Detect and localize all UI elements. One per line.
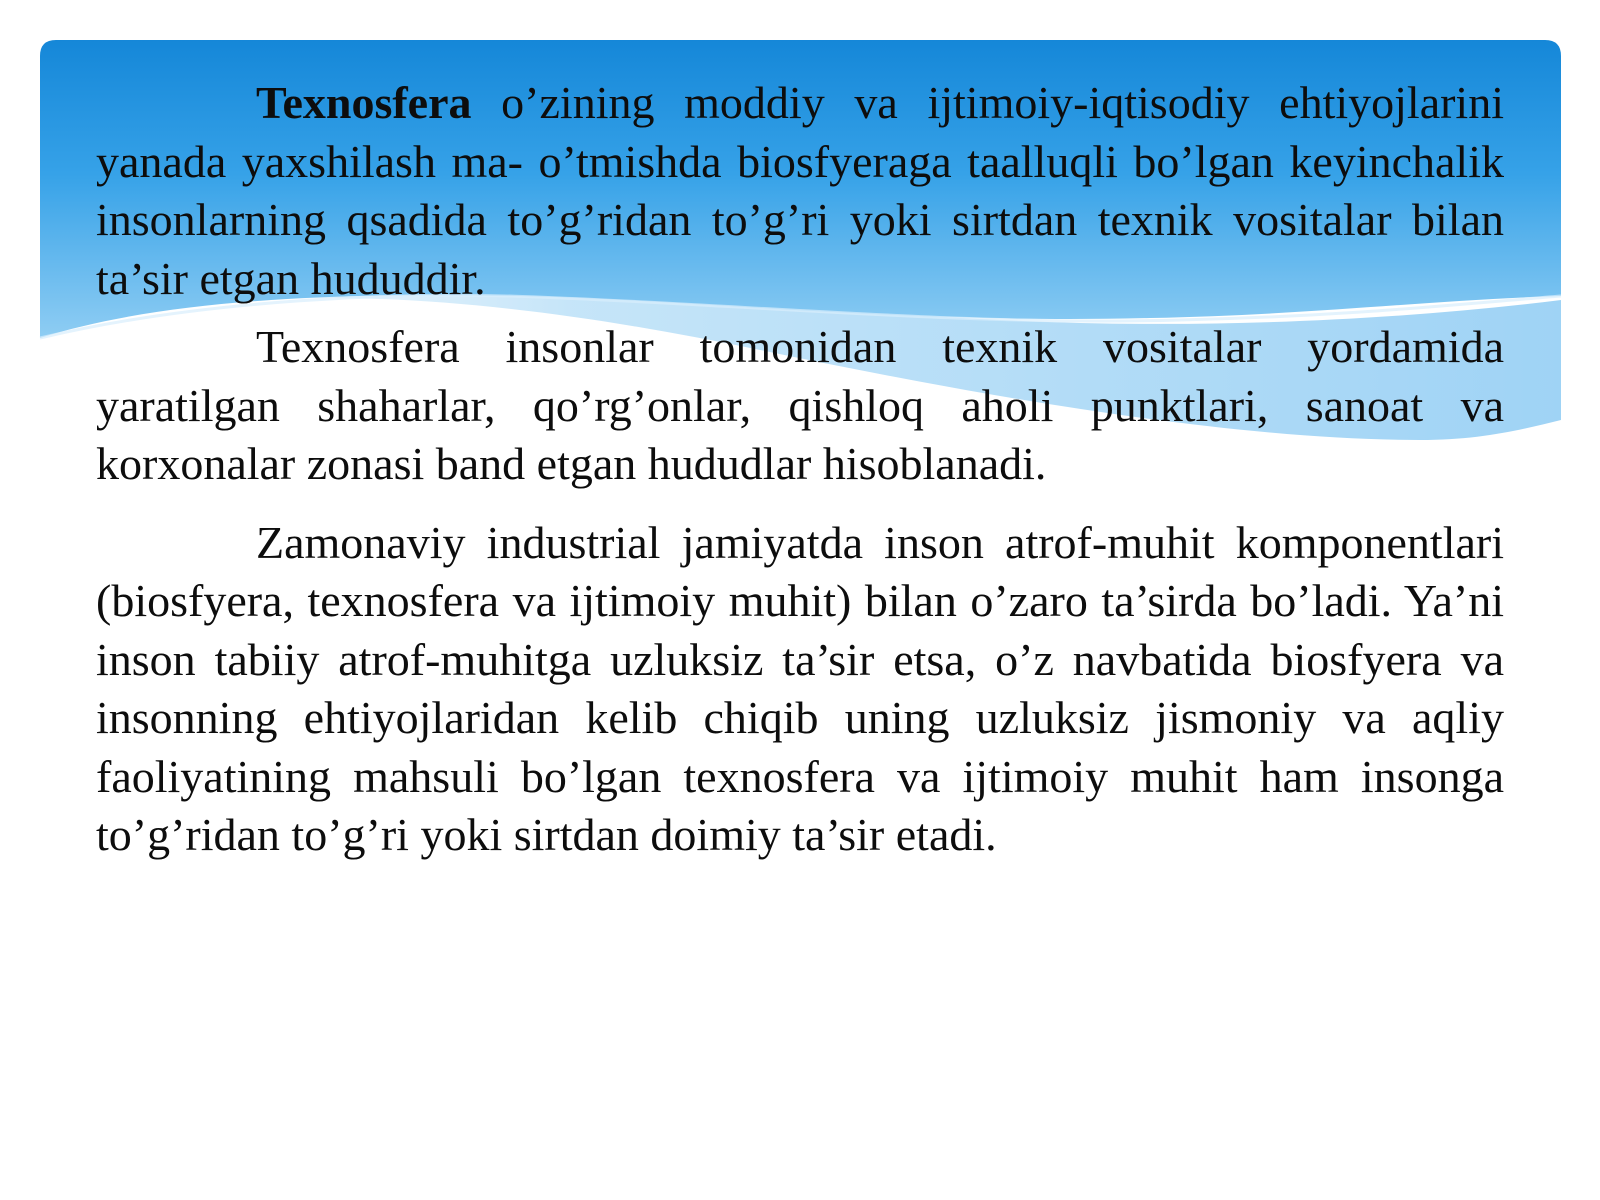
paragraph-2: Texnosfera insonlar tomonidan texnik vositalar yordamida yaratilgan shaharlar, qo’rg’onlar, qishloq aholi punktlari, sanoat va korxonalar zonasi band etgan hududlar hisoblanadi. bbox=[96, 321, 1504, 489]
paragraph-3: Zamonaviy industrial jamiyatda inson atrof-muhit komponentlari (biosfyera, texnosfera va ijtimoiy muhit) bilan o’zaro ta’sirda bo’ladi. Ya’ni inson tabiiy atrof-muhitga uzluksiz ta’sir etsa, o’z navbatida biosfyera va insonning ehtiyojlaridan kelib chiqib uning uzluksiz jismoniy va aqliy faoliyatining mahsuli bo’lgan texnosfera va ijtimoiy muhit ham insonga to’g’ridan to’g’ri yoki sirtdan doimiy ta’sir etadi. bbox=[96, 516, 1504, 860]
paragraph-1-text: o’zining moddiy va ijtimoiy-iqtisodiy ehtiyojlarini yanada yaxshilash ma- o’tmishda biosfyeraga taalluqli bo’lgan keyinchalik insonlarning qsadida to’g’ridan to’g’ri yoki sirtdan texnik vositalar bilan ta’sir etgan hududdir. bbox=[96, 77, 1504, 304]
slide-body-text bbox=[96, 74, 1504, 865]
term-texnosfera: Texnosfera bbox=[256, 77, 472, 128]
paragraph-1 bbox=[96, 74, 1504, 308]
